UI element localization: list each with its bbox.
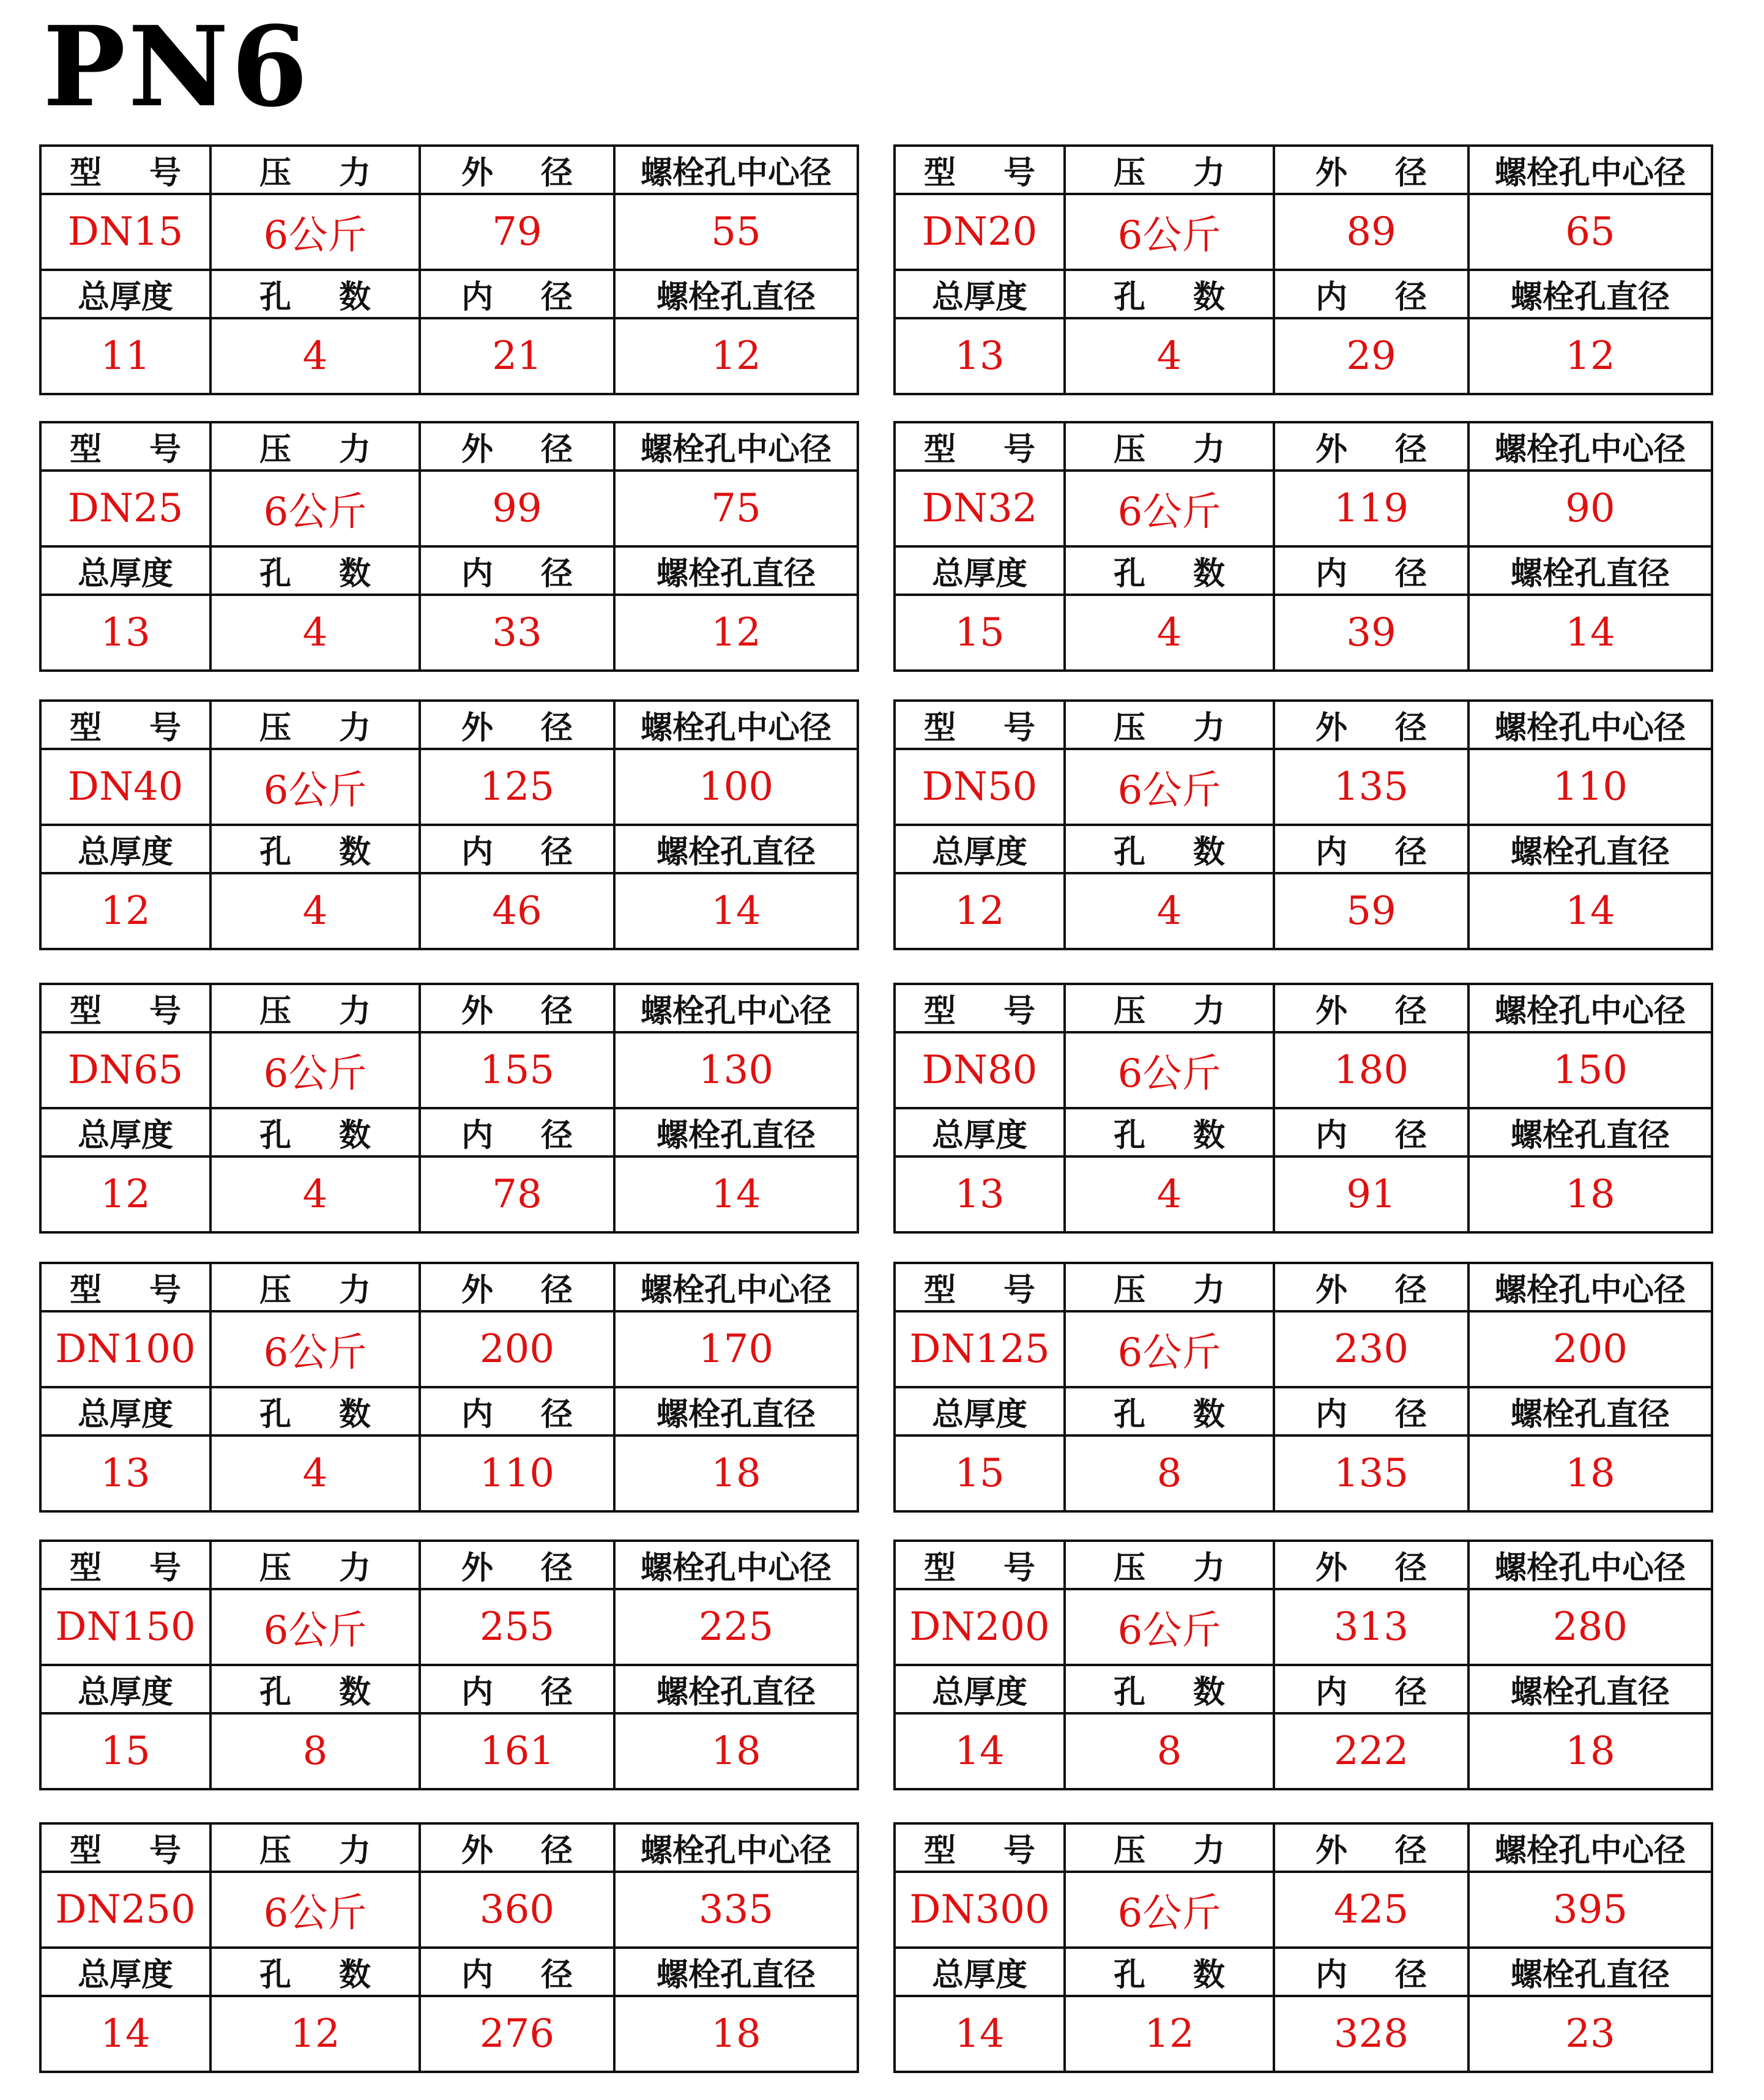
value-bolt-circle: 110	[1468, 749, 1712, 825]
header-row-1	[40, 422, 858, 471]
header-row-2	[40, 1108, 858, 1156]
value-hole-count: 12	[1065, 1996, 1274, 2072]
value-hole-count: 4	[1065, 873, 1274, 949]
flange-spec-card	[39, 1540, 859, 1790]
header-row-1	[895, 1263, 1712, 1311]
label-hole-count: 孔 数	[210, 1665, 420, 1713]
value-hole-count: 8	[210, 1713, 420, 1789]
value-total-thickness: 12	[40, 873, 210, 949]
value-row-1	[40, 1589, 858, 1665]
value-row-2	[40, 1996, 858, 2072]
value-pressure: 6公斤	[210, 1311, 420, 1387]
value-row-2	[895, 873, 1712, 949]
value-bolt-hole-diameter: 12	[1468, 318, 1712, 394]
label-outer-diameter: 外 径	[1274, 1541, 1468, 1589]
label-bolt-circle: 螺栓孔中心径	[614, 701, 858, 749]
value-pressure: 6公斤	[1065, 1032, 1274, 1108]
label-total-thickness: 总厚度	[895, 825, 1065, 873]
header-row-2	[40, 1948, 858, 1996]
value-pressure: 6公斤	[1065, 471, 1274, 546]
value-bolt-hole-diameter: 14	[614, 1156, 858, 1232]
value-outer-diameter: 255	[420, 1589, 614, 1665]
label-hole-count: 孔 数	[1065, 1387, 1274, 1435]
value-hole-count: 4	[210, 873, 420, 949]
flange-spec-card	[39, 144, 859, 395]
label-pressure: 压 力	[1065, 1263, 1274, 1311]
label-inner-diameter: 内 径	[1274, 270, 1468, 318]
value-model: DN50	[895, 749, 1065, 825]
label-hole-count: 孔 数	[1065, 1948, 1274, 1996]
value-row-1	[895, 1872, 1712, 1948]
label-outer-diameter: 外 径	[420, 422, 614, 471]
label-bolt-circle: 螺栓孔中心径	[1468, 146, 1712, 194]
label-hole-count: 孔 数	[1065, 1665, 1274, 1713]
label-outer-diameter: 外 径	[1274, 146, 1468, 194]
header-row-2	[895, 825, 1712, 873]
label-total-thickness: 总厚度	[40, 1665, 210, 1713]
header-row-2	[40, 825, 858, 873]
value-row-1	[895, 749, 1712, 825]
value-pressure: 6公斤	[210, 194, 420, 270]
label-bolt-hole-diameter: 螺栓孔直径	[1468, 825, 1712, 873]
label-inner-diameter: 内 径	[420, 1665, 614, 1713]
value-row-1	[40, 471, 858, 546]
value-row-2	[40, 1713, 858, 1789]
value-outer-diameter: 155	[420, 1032, 614, 1108]
value-bolt-circle: 395	[1468, 1872, 1712, 1948]
label-pressure: 压 力	[210, 1541, 420, 1589]
value-row-1	[895, 194, 1712, 270]
label-hole-count: 孔 数	[210, 1948, 420, 1996]
value-bolt-hole-diameter: 14	[1468, 595, 1712, 671]
value-outer-diameter: 230	[1274, 1311, 1468, 1387]
label-model: 型 号	[40, 1263, 210, 1311]
label-inner-diameter: 内 径	[1274, 1948, 1468, 1996]
label-bolt-hole-diameter: 螺栓孔直径	[1468, 1387, 1712, 1435]
value-pressure: 6公斤	[210, 749, 420, 825]
value-model: DN25	[40, 471, 210, 546]
value-bolt-hole-diameter: 12	[614, 318, 858, 394]
value-row-2	[895, 318, 1712, 394]
value-outer-diameter: 200	[420, 1311, 614, 1387]
value-inner-diameter: 46	[420, 873, 614, 949]
header-row-1	[40, 1541, 858, 1589]
value-total-thickness: 13	[895, 1156, 1065, 1232]
value-inner-diameter: 135	[1274, 1435, 1468, 1511]
label-outer-diameter: 外 径	[1274, 1823, 1468, 1872]
flange-spec-card	[39, 983, 859, 1234]
label-pressure: 压 力	[210, 146, 420, 194]
header-row-2	[895, 1665, 1712, 1713]
value-pressure: 6公斤	[210, 1589, 420, 1665]
value-row-1	[40, 1032, 858, 1108]
value-outer-diameter: 99	[420, 471, 614, 546]
label-inner-diameter: 内 径	[1274, 1108, 1468, 1156]
value-outer-diameter: 425	[1274, 1872, 1468, 1948]
label-outer-diameter: 外 径	[1274, 422, 1468, 471]
value-hole-count: 4	[210, 595, 420, 671]
label-total-thickness: 总厚度	[895, 546, 1065, 595]
flange-spec-card	[893, 983, 1713, 1234]
value-outer-diameter: 313	[1274, 1589, 1468, 1665]
value-row-2	[895, 1713, 1712, 1789]
label-model: 型 号	[895, 1263, 1065, 1311]
label-hole-count: 孔 数	[210, 270, 420, 318]
page-title: PN6	[43, 2, 311, 132]
label-bolt-circle: 螺栓孔中心径	[1468, 422, 1712, 471]
label-inner-diameter: 内 径	[1274, 1665, 1468, 1713]
value-row-2	[40, 1435, 858, 1511]
value-row-2	[40, 318, 858, 394]
label-inner-diameter: 内 径	[420, 1948, 614, 1996]
value-outer-diameter: 125	[420, 749, 614, 825]
value-hole-count: 4	[210, 1156, 420, 1232]
value-model: DN32	[895, 471, 1065, 546]
label-bolt-circle: 螺栓孔中心径	[614, 422, 858, 471]
flange-spec-card	[893, 421, 1713, 672]
flange-spec-card	[39, 421, 859, 672]
label-bolt-hole-diameter: 螺栓孔直径	[1468, 546, 1712, 595]
header-row-1	[40, 146, 858, 194]
label-bolt-circle: 螺栓孔中心径	[614, 1541, 858, 1589]
value-bolt-circle: 280	[1468, 1589, 1712, 1665]
value-outer-diameter: 79	[420, 194, 614, 270]
value-model: DN65	[40, 1032, 210, 1108]
label-bolt-hole-diameter: 螺栓孔直径	[614, 270, 858, 318]
header-row-2	[40, 270, 858, 318]
label-pressure: 压 力	[1065, 1541, 1274, 1589]
value-outer-diameter: 119	[1274, 471, 1468, 546]
value-total-thickness: 15	[40, 1713, 210, 1789]
header-row-1	[40, 701, 858, 749]
value-pressure: 6公斤	[1065, 1872, 1274, 1948]
label-bolt-hole-diameter: 螺栓孔直径	[1468, 270, 1712, 318]
value-bolt-hole-diameter: 14	[1468, 873, 1712, 949]
label-model: 型 号	[40, 422, 210, 471]
flange-spec-card	[893, 699, 1713, 950]
value-total-thickness: 11	[40, 318, 210, 394]
value-pressure: 6公斤	[1065, 1311, 1274, 1387]
label-hole-count: 孔 数	[1065, 825, 1274, 873]
value-bolt-circle: 200	[1468, 1311, 1712, 1387]
label-outer-diameter: 外 径	[1274, 984, 1468, 1032]
value-model: DN150	[40, 1589, 210, 1665]
flange-spec-card	[893, 144, 1713, 395]
label-bolt-hole-diameter: 螺栓孔直径	[614, 1948, 858, 1996]
label-inner-diameter: 内 径	[1274, 1387, 1468, 1435]
value-total-thickness: 14	[40, 1996, 210, 2072]
label-total-thickness: 总厚度	[40, 546, 210, 595]
value-inner-diameter: 110	[420, 1435, 614, 1511]
value-row-1	[895, 1032, 1712, 1108]
value-row-2	[895, 1996, 1712, 2072]
value-row-2	[40, 873, 858, 949]
label-model: 型 号	[895, 984, 1065, 1032]
value-total-thickness: 14	[895, 1713, 1065, 1789]
label-total-thickness: 总厚度	[40, 1948, 210, 1996]
label-bolt-circle: 螺栓孔中心径	[1468, 1263, 1712, 1311]
label-model: 型 号	[40, 984, 210, 1032]
label-total-thickness: 总厚度	[895, 1665, 1065, 1713]
header-row-2	[40, 546, 858, 595]
label-pressure: 压 力	[210, 422, 420, 471]
flange-spec-card	[893, 1262, 1713, 1513]
value-hole-count: 4	[1065, 595, 1274, 671]
header-row-2	[895, 546, 1712, 595]
value-pressure: 6公斤	[210, 1032, 420, 1108]
value-hole-count: 4	[210, 318, 420, 394]
value-row-2	[40, 1156, 858, 1232]
label-bolt-hole-diameter: 螺栓孔直径	[614, 546, 858, 595]
label-total-thickness: 总厚度	[40, 270, 210, 318]
label-bolt-circle: 螺栓孔中心径	[614, 1823, 858, 1872]
value-model: DN15	[40, 194, 210, 270]
header-row-2	[895, 270, 1712, 318]
flange-spec-card	[893, 1822, 1713, 2073]
value-row-2	[895, 595, 1712, 671]
value-row-2	[40, 595, 858, 671]
value-hole-count: 8	[1065, 1713, 1274, 1789]
label-total-thickness: 总厚度	[895, 1387, 1065, 1435]
value-total-thickness: 12	[40, 1156, 210, 1232]
value-inner-diameter: 29	[1274, 318, 1468, 394]
label-model: 型 号	[895, 146, 1065, 194]
label-pressure: 压 力	[210, 984, 420, 1032]
value-row-1	[895, 1589, 1712, 1665]
label-hole-count: 孔 数	[1065, 270, 1274, 318]
value-pressure: 6公斤	[1065, 194, 1274, 270]
label-total-thickness: 总厚度	[895, 1108, 1065, 1156]
label-model: 型 号	[895, 701, 1065, 749]
value-outer-diameter: 360	[420, 1872, 614, 1948]
value-pressure: 6公斤	[1065, 749, 1274, 825]
header-row-1	[895, 701, 1712, 749]
value-model: DN40	[40, 749, 210, 825]
value-inner-diameter: 222	[1274, 1713, 1468, 1789]
label-total-thickness: 总厚度	[40, 1387, 210, 1435]
value-bolt-circle: 75	[614, 471, 858, 546]
label-outer-diameter: 外 径	[420, 984, 614, 1032]
header-row-2	[895, 1948, 1712, 1996]
label-pressure: 压 力	[1065, 1823, 1274, 1872]
value-row-1	[40, 194, 858, 270]
label-bolt-circle: 螺栓孔中心径	[1468, 1541, 1712, 1589]
value-bolt-circle: 90	[1468, 471, 1712, 546]
label-pressure: 压 力	[1065, 146, 1274, 194]
label-outer-diameter: 外 径	[420, 1823, 614, 1872]
value-pressure: 6公斤	[210, 1872, 420, 1948]
value-inner-diameter: 328	[1274, 1996, 1468, 2072]
value-row-1	[895, 471, 1712, 546]
flange-spec-card	[39, 699, 859, 950]
label-bolt-hole-diameter: 螺栓孔直径	[614, 1108, 858, 1156]
header-row-2	[895, 1387, 1712, 1435]
label-inner-diameter: 内 径	[420, 1387, 614, 1435]
header-row-1	[895, 984, 1712, 1032]
value-bolt-circle: 150	[1468, 1032, 1712, 1108]
label-bolt-hole-diameter: 螺栓孔直径	[1468, 1948, 1712, 1996]
value-bolt-hole-diameter: 23	[1468, 1996, 1712, 2072]
label-outer-diameter: 外 径	[1274, 1263, 1468, 1311]
value-row-2	[895, 1156, 1712, 1232]
value-row-1	[40, 749, 858, 825]
value-bolt-hole-diameter: 18	[1468, 1156, 1712, 1232]
label-model: 型 号	[40, 701, 210, 749]
value-hole-count: 4	[1065, 318, 1274, 394]
label-total-thickness: 总厚度	[895, 270, 1065, 318]
label-model: 型 号	[895, 1541, 1065, 1589]
value-row-2	[895, 1435, 1712, 1511]
label-total-thickness: 总厚度	[895, 1948, 1065, 1996]
label-bolt-hole-diameter: 螺栓孔直径	[614, 1387, 858, 1435]
label-bolt-circle: 螺栓孔中心径	[614, 146, 858, 194]
label-model: 型 号	[40, 1541, 210, 1589]
value-hole-count: 4	[1065, 1156, 1274, 1232]
label-pressure: 压 力	[210, 701, 420, 749]
label-pressure: 压 力	[1065, 984, 1274, 1032]
label-inner-diameter: 内 径	[420, 1108, 614, 1156]
label-pressure: 压 力	[210, 1823, 420, 1872]
label-outer-diameter: 外 径	[420, 701, 614, 749]
header-row-1	[40, 1823, 858, 1872]
value-inner-diameter: 78	[420, 1156, 614, 1232]
value-total-thickness: 13	[40, 1435, 210, 1511]
label-total-thickness: 总厚度	[40, 1108, 210, 1156]
value-bolt-hole-diameter: 18	[1468, 1435, 1712, 1511]
value-pressure: 6公斤	[210, 471, 420, 546]
value-pressure: 6公斤	[1065, 1589, 1274, 1665]
label-pressure: 压 力	[1065, 422, 1274, 471]
value-row-1	[40, 1872, 858, 1948]
value-model: DN300	[895, 1872, 1065, 1948]
value-row-1	[40, 1311, 858, 1387]
label-total-thickness: 总厚度	[40, 825, 210, 873]
label-hole-count: 孔 数	[210, 546, 420, 595]
label-bolt-hole-diameter: 螺栓孔直径	[1468, 1665, 1712, 1713]
value-inner-diameter: 21	[420, 318, 614, 394]
header-row-2	[40, 1387, 858, 1435]
header-row-1	[40, 1263, 858, 1311]
value-inner-diameter: 59	[1274, 873, 1468, 949]
value-bolt-hole-diameter: 12	[614, 595, 858, 671]
value-outer-diameter: 89	[1274, 194, 1468, 270]
label-bolt-hole-diameter: 螺栓孔直径	[1468, 1108, 1712, 1156]
header-row-1	[895, 146, 1712, 194]
label-outer-diameter: 外 径	[420, 1263, 614, 1311]
value-bolt-circle: 55	[614, 194, 858, 270]
value-total-thickness: 12	[895, 873, 1065, 949]
value-total-thickness: 15	[895, 1435, 1065, 1511]
label-model: 型 号	[895, 1823, 1065, 1872]
value-bolt-hole-diameter: 14	[614, 873, 858, 949]
label-outer-diameter: 外 径	[420, 146, 614, 194]
label-inner-diameter: 内 径	[1274, 825, 1468, 873]
value-model: DN20	[895, 194, 1065, 270]
value-bolt-circle: 225	[614, 1589, 858, 1665]
value-outer-diameter: 135	[1274, 749, 1468, 825]
label-bolt-hole-diameter: 螺栓孔直径	[614, 825, 858, 873]
value-hole-count: 12	[210, 1996, 420, 2072]
label-bolt-circle: 螺栓孔中心径	[1468, 701, 1712, 749]
value-inner-diameter: 91	[1274, 1156, 1468, 1232]
label-pressure: 压 力	[210, 1263, 420, 1311]
value-outer-diameter: 180	[1274, 1032, 1468, 1108]
label-bolt-circle: 螺栓孔中心径	[614, 984, 858, 1032]
label-hole-count: 孔 数	[210, 1387, 420, 1435]
label-bolt-circle: 螺栓孔中心径	[1468, 1823, 1712, 1872]
value-bolt-hole-diameter: 18	[1468, 1713, 1712, 1789]
header-row-1	[895, 1823, 1712, 1872]
header-row-1	[895, 422, 1712, 471]
header-row-1	[895, 1541, 1712, 1589]
value-inner-diameter: 161	[420, 1713, 614, 1789]
label-bolt-circle: 螺栓孔中心径	[1468, 984, 1712, 1032]
value-bolt-hole-diameter: 18	[614, 1996, 858, 2072]
label-bolt-circle: 螺栓孔中心径	[614, 1263, 858, 1311]
value-inner-diameter: 39	[1274, 595, 1468, 671]
value-bolt-hole-diameter: 18	[614, 1713, 858, 1789]
value-bolt-circle: 130	[614, 1032, 858, 1108]
value-bolt-hole-diameter: 18	[614, 1435, 858, 1511]
value-hole-count: 4	[210, 1435, 420, 1511]
label-inner-diameter: 内 径	[1274, 546, 1468, 595]
value-bolt-circle: 170	[614, 1311, 858, 1387]
value-hole-count: 8	[1065, 1435, 1274, 1511]
value-bolt-circle: 335	[614, 1872, 858, 1948]
label-outer-diameter: 外 径	[1274, 701, 1468, 749]
value-bolt-circle: 100	[614, 749, 858, 825]
label-pressure: 压 力	[1065, 701, 1274, 749]
label-inner-diameter: 内 径	[420, 825, 614, 873]
label-inner-diameter: 内 径	[420, 270, 614, 318]
value-total-thickness: 13	[40, 595, 210, 671]
value-model: DN200	[895, 1589, 1065, 1665]
flange-spec-card	[39, 1262, 859, 1513]
label-bolt-hole-diameter: 螺栓孔直径	[614, 1665, 858, 1713]
header-row-2	[895, 1108, 1712, 1156]
flange-spec-card	[39, 1822, 859, 2073]
header-row-1	[40, 984, 858, 1032]
value-model: DN100	[40, 1311, 210, 1387]
value-row-1	[895, 1311, 1712, 1387]
label-hole-count: 孔 数	[1065, 1108, 1274, 1156]
label-inner-diameter: 内 径	[420, 546, 614, 595]
value-total-thickness: 14	[895, 1996, 1065, 2072]
flange-spec-card	[893, 1540, 1713, 1790]
value-inner-diameter: 276	[420, 1996, 614, 2072]
label-hole-count: 孔 数	[210, 825, 420, 873]
value-total-thickness: 13	[895, 318, 1065, 394]
label-model: 型 号	[40, 146, 210, 194]
value-total-thickness: 15	[895, 595, 1065, 671]
label-hole-count: 孔 数	[210, 1108, 420, 1156]
value-model: DN250	[40, 1872, 210, 1948]
value-model: DN80	[895, 1032, 1065, 1108]
header-row-2	[40, 1665, 858, 1713]
label-outer-diameter: 外 径	[420, 1541, 614, 1589]
label-hole-count: 孔 数	[1065, 546, 1274, 595]
value-bolt-circle: 65	[1468, 194, 1712, 270]
value-inner-diameter: 33	[420, 595, 614, 671]
value-model: DN125	[895, 1311, 1065, 1387]
label-model: 型 号	[40, 1823, 210, 1872]
label-model: 型 号	[895, 422, 1065, 471]
